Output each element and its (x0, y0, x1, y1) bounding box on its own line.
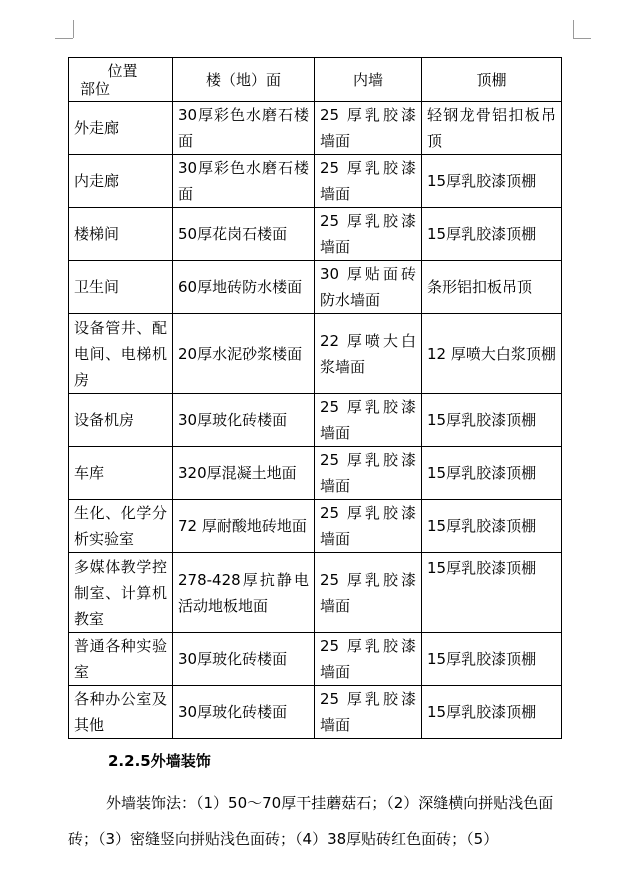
ceiling-cell: 15厚乳胶漆顶棚 (422, 500, 562, 553)
wall-cell: 25 厚乳胶漆墙面 (315, 447, 422, 500)
wall-cell: 25 厚乳胶漆墙面 (315, 208, 422, 261)
header-corner-top: 位置 (107, 61, 138, 80)
table-row (69, 155, 562, 208)
crop-mark-top-right-v (573, 20, 574, 38)
wall-cell: 25 厚乳胶漆墙面 (315, 394, 422, 447)
location-cell: 多媒体教学控制室、计算机教室 (69, 553, 173, 633)
location-cell: 生化、化学分析实验室 (69, 500, 173, 553)
header-inner-wall: 内墙 (315, 58, 422, 102)
floor-cell: 30厚玻化砖楼面 (173, 394, 315, 447)
wall-cell: 25 厚乳胶漆墙面 (315, 553, 422, 633)
ceiling-cell: 15厚乳胶漆顶棚 (422, 155, 562, 208)
location-cell: 楼梯间 (69, 208, 173, 261)
header-floor: 楼（地）面 (173, 58, 315, 102)
location-cell: 外走廊 (69, 102, 173, 155)
wall-cell: 25 厚乳胶漆墙面 (315, 102, 422, 155)
location-cell: 各种办公室及其他 (69, 686, 173, 739)
location-cell: 设备管井、配电间、电梯机房 (69, 314, 173, 394)
table-row (69, 102, 562, 155)
crop-mark-top-left-v (73, 20, 74, 38)
floor-cell: 320厚混凝土地面 (173, 447, 315, 500)
floor-cell: 20厚水泥砂浆楼面 (173, 314, 315, 394)
ceiling-cell: 15厚乳胶漆顶棚 (422, 208, 562, 261)
header-ceiling: 顶棚 (422, 58, 562, 102)
table-row (69, 500, 562, 553)
table-row (69, 633, 562, 686)
wall-cell: 25 厚乳胶漆墙面 (315, 500, 422, 553)
wall-cell: 25 厚乳胶漆墙面 (315, 686, 422, 739)
ceiling-cell: 15厚乳胶漆顶棚 (422, 686, 562, 739)
crop-mark-top-right-h (573, 38, 591, 39)
table-row (69, 447, 562, 500)
ceiling-cell: 轻钢龙骨铝扣板吊顶 (422, 102, 562, 155)
ceiling-cell: 15厚乳胶漆顶棚 (422, 633, 562, 686)
crop-mark-top-left-h (55, 38, 73, 39)
finishes-table (68, 57, 562, 739)
ceiling-cell: 15厚乳胶漆顶棚 (422, 553, 562, 633)
body-paragraph: 外墙装饰法：（1）50～70厚干挂蘑菇石；（2）深缝横向拼贴浅色面砖；（3）密缝竖向拼贴浅色面砖；（4）38厚贴砖红色面砖；（5） (68, 794, 554, 848)
wall-cell: 22 厚喷大白浆墙面 (315, 314, 422, 394)
table-row (69, 314, 562, 394)
section-heading: 2.2.5外墙装饰 (108, 752, 211, 770)
location-cell: 卫生间 (69, 261, 173, 314)
floor-cell: 50厚花岗石楼面 (173, 208, 315, 261)
header-corner-bottom: 部位 (80, 79, 111, 98)
floor-cell: 30厚玻化砖楼面 (173, 633, 315, 686)
location-cell: 设备机房 (69, 394, 173, 447)
ceiling-cell: 15厚乳胶漆顶棚 (422, 394, 562, 447)
ceiling-cell: 12 厚喷大白浆顶棚 (422, 314, 562, 394)
floor-cell: 60厚地砖防水楼面 (173, 261, 315, 314)
ceiling-cell: 15厚乳胶漆顶棚 (422, 447, 562, 500)
wall-cell: 25 厚乳胶漆墙面 (315, 633, 422, 686)
wall-cell: 25 厚乳胶漆墙面 (315, 155, 422, 208)
ceiling-cell: 条形铝扣板吊顶 (422, 261, 562, 314)
location-cell: 内走廊 (69, 155, 173, 208)
wall-cell: 30 厚贴面砖防水墙面 (315, 261, 422, 314)
table-row (69, 208, 562, 261)
floor-cell: 30厚彩色水磨石楼面 (173, 102, 315, 155)
floor-cell: 278-428厚抗静电活动地板地面 (173, 553, 315, 633)
table-row (69, 261, 562, 314)
table-row (69, 553, 562, 633)
table-row (69, 394, 562, 447)
floor-cell: 30厚彩色水磨石楼面 (173, 155, 315, 208)
location-cell: 车库 (69, 447, 173, 500)
table-header-row (69, 58, 562, 102)
floor-cell: 30厚玻化砖楼面 (173, 686, 315, 739)
header-corner-cell (69, 58, 173, 102)
floor-cell: 72 厚耐酸地砖地面 (173, 500, 315, 553)
table-row (69, 686, 562, 739)
location-cell: 普通各种实验室 (69, 633, 173, 686)
